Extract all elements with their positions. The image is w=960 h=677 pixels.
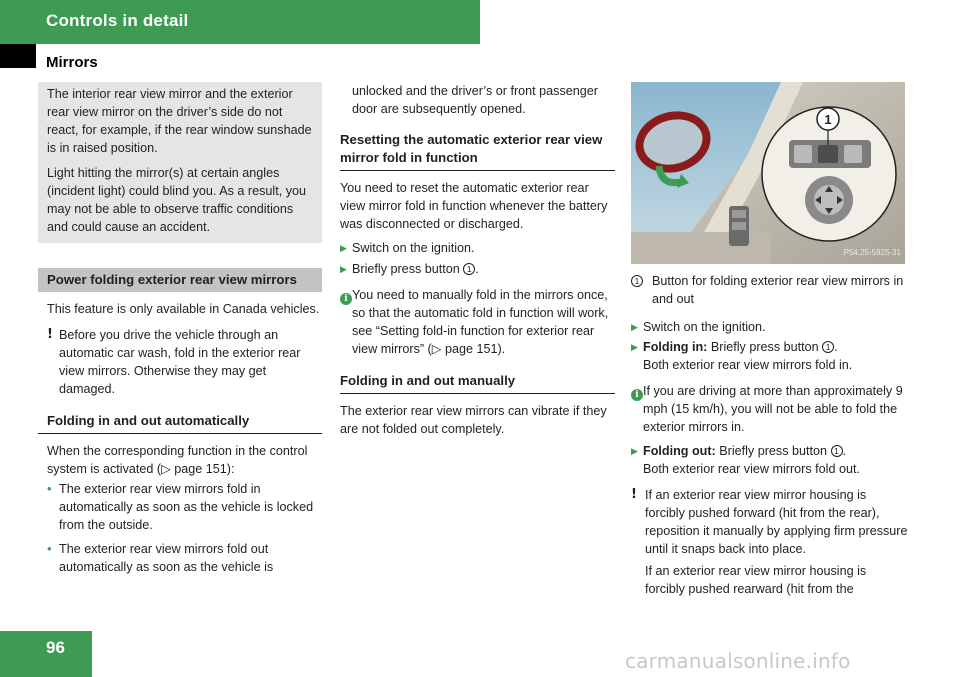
auto-fold-text: When the corresponding function in the control system is activated (▷ page 151): <box>47 444 308 476</box>
step-item: ▶ Switch on the ignition. <box>631 320 766 334</box>
list-item: • The exterior rear view mirrors fold out automatically as soon as the vehicle is <box>47 541 274 574</box>
info-note: i You need to manually fold in the mirrors once, so that the automatic fold in function will work, see “Setting fold-in function for exterior rear view mirrors” (▷ page 151). <box>340 286 615 358</box>
auto-fold-heading: Folding in and out automatically <box>38 412 322 434</box>
continued-text: unlocked and the driver’s or front passenger door are subsequently opened. <box>352 84 598 116</box>
callout-1-icon: 1 <box>831 445 843 457</box>
warning-paragraph: Light hitting the mirror(s) at certain angles (incident light) could blind you. As a result, you may not be able to observe traffic conditions and could cause an accident. <box>47 166 307 234</box>
image-code: P54.25-5925-31 <box>843 248 901 257</box>
page-reference: ▷ page 151). <box>431 342 506 356</box>
section-title: Mirrors <box>46 54 98 71</box>
callout-1-icon: 1 <box>463 263 475 275</box>
intro-text: This feature is only available in Canada vehicles. <box>47 302 320 316</box>
bullet-icon: • <box>47 541 52 556</box>
housing-note: ! If an exterior rear view mirror housing is forcibly pushed forward (hit from the rear), reposition it manually by applying firm pressure until it snaps back into place. If an exterior rear view mirror housing is forcibly pushed rearward (hit from the <box>631 487 908 596</box>
callout-1-icon: 1 <box>631 275 643 287</box>
info-note: i If you are driving at more than approximately 9 mph (15 km/h), you will not be able to fold the exterior mirrors in. <box>631 382 909 436</box>
mirror-switch-photo <box>631 82 905 264</box>
info-icon: i <box>340 293 352 305</box>
callout-1-icon: 1 <box>822 341 834 353</box>
photo-illustration <box>631 82 905 264</box>
exclamation-icon: ! <box>631 487 637 502</box>
callout-1-label: 1 <box>824 112 832 127</box>
exclamation-icon: ! <box>47 327 53 342</box>
manual-fold-heading: Folding in and out manually <box>340 372 615 394</box>
info-icon: i <box>631 389 643 401</box>
arrow-icon: ▶ <box>340 243 347 253</box>
step-item: ▶ Switch on the ignition. <box>340 241 475 255</box>
manual-fold-text: The exterior rear view mirrors can vibrate if they are not folded out completely. <box>340 404 607 436</box>
section-tab <box>0 44 36 68</box>
watermark: carmanualsonline.info <box>625 649 851 673</box>
step-item: ▶ Folding out: Briefly press button 1 . Both exterior rear view mirrors fold out. <box>631 444 860 476</box>
reset-text: You need to reset the automatic exterior rear view mirror fold in function whenever the battery was disconnected or discharged. <box>340 181 608 231</box>
column-2 <box>340 82 615 438</box>
car-wash-note <box>38 326 322 398</box>
list-item: • The exterior rear view mirrors fold in automatically as soon as the vehicle is locked from the outside. <box>47 481 314 532</box>
column-1 <box>38 82 322 576</box>
step-item: ▶ Folding in: Briefly press button 1 . Both exterior rear view mirrors fold in. <box>631 340 853 372</box>
column-3 <box>631 82 909 598</box>
page-reference: ▷ page 151): <box>161 462 235 476</box>
note-text: Before you drive the vehicle through an automatic car wash, fold in the exterior rear view mirrors. Otherwise they may get damaged. <box>59 328 301 396</box>
reset-heading: Resetting the automatic exterior rear view mirror fold in function <box>340 131 615 171</box>
warning-box <box>38 82 322 243</box>
warning-paragraph: The interior rear view mirror and the exterior rear view mirror on the driver’s side do not react, for example, if the rear window sunshade is in raised position. <box>47 87 312 155</box>
power-folding-heading: Power folding exterior rear view mirrors <box>38 268 322 292</box>
chapter-title: Controls in detail <box>46 11 189 30</box>
page-number: 96 <box>46 638 65 657</box>
bullet-icon: • <box>47 481 52 496</box>
arrow-icon: ▶ <box>340 264 347 274</box>
figure-caption: 1 Button for folding exterior rear view mirrors in and out <box>631 272 909 308</box>
arrow-icon: ▶ <box>631 322 638 332</box>
arrow-icon: ▶ <box>631 446 638 456</box>
step-item: ▶ Briefly press button 1 . <box>340 262 479 276</box>
arrow-icon: ▶ <box>631 342 638 352</box>
